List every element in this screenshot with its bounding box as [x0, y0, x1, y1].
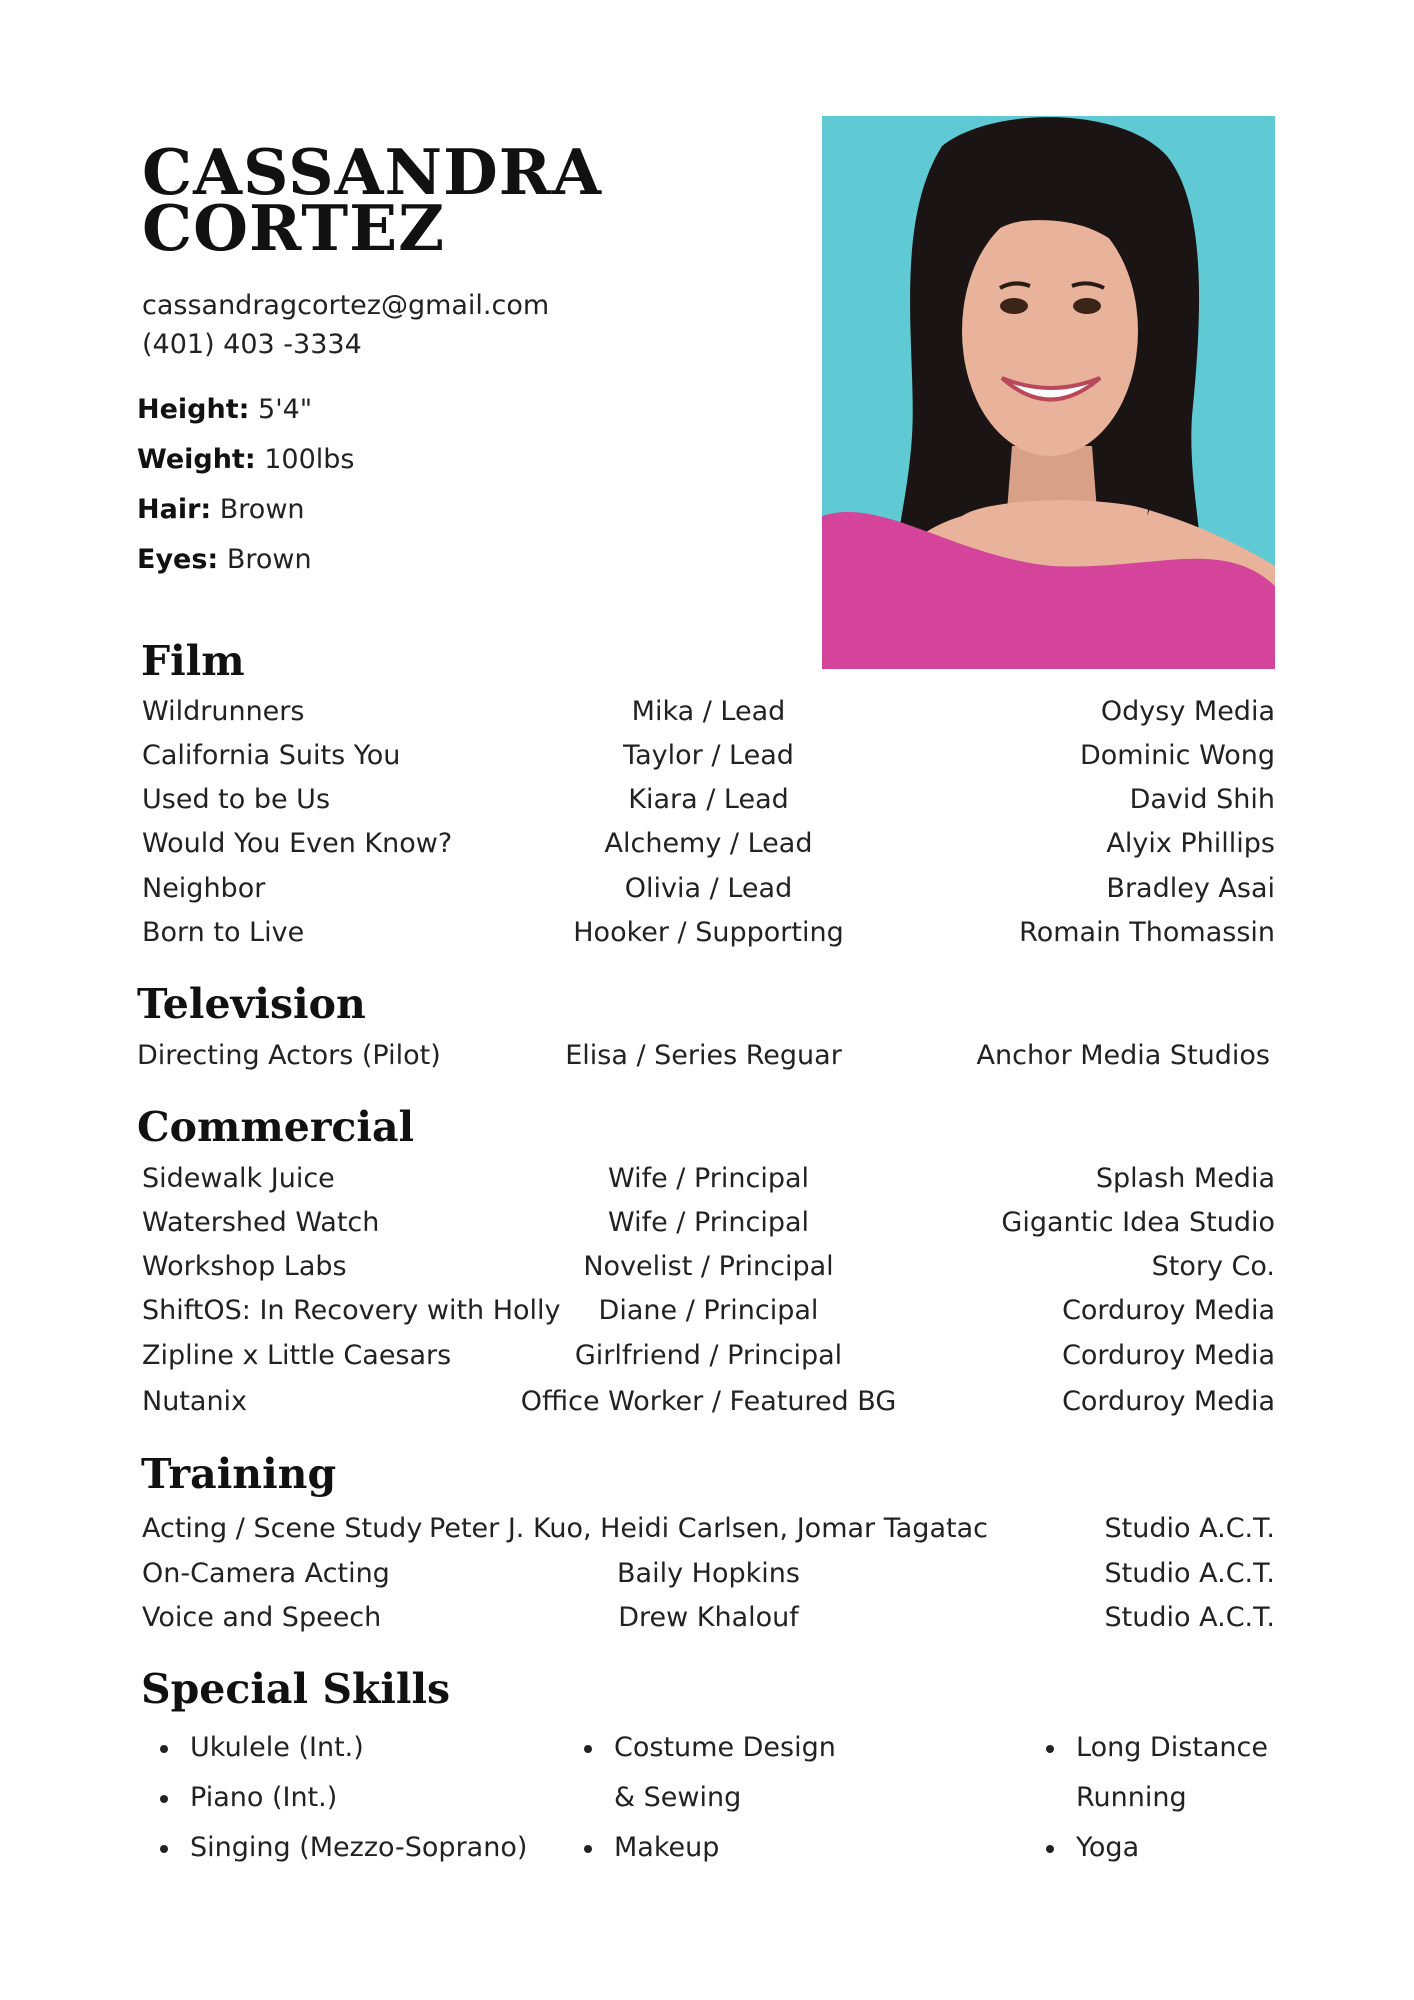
credit-company: Alyix Phillips — [1106, 828, 1275, 859]
headshot-illustration — [822, 116, 1275, 669]
credit-company: Splash Media — [1095, 1163, 1275, 1194]
credit-role: Elisa / Series Reguar — [565, 1040, 842, 1071]
skills-column-3 — [1028, 1723, 1268, 1873]
skill-item: Long Distance — [1028, 1723, 1268, 1773]
training-school: Studio A.C.T. — [1104, 1558, 1275, 1589]
credit-company: Corduroy Media — [1062, 1340, 1275, 1371]
stat-label: Hair: — [137, 494, 212, 525]
training-course: Voice and Speech — [142, 1602, 382, 1633]
skill-item: Ukulele (Int.) — [142, 1723, 527, 1773]
film-row — [142, 869, 1275, 909]
name-line-2: CORTEZ — [142, 191, 446, 265]
credit-company: Romain Thomassin — [1019, 917, 1275, 948]
training-school: Studio A.C.T. — [1104, 1513, 1275, 1544]
credit-role: Hooker / Supporting — [573, 917, 844, 948]
skills-column-1 — [142, 1723, 527, 1873]
stat-eyes — [137, 540, 354, 590]
credit-role: Olivia / Lead — [624, 873, 793, 904]
credit-title: Directing Actors (Pilot) — [137, 1040, 441, 1071]
skill-item: Makeup — [566, 1823, 836, 1873]
credit-title: California Suits You — [142, 740, 401, 771]
stat-label: Eyes: — [137, 544, 219, 575]
credit-company: David Shih — [1129, 784, 1275, 815]
credit-title: Neighbor — [142, 873, 266, 904]
stat-label: Weight: — [137, 444, 256, 475]
training-course: On-Camera Acting — [142, 1558, 390, 1589]
training-school: Studio A.C.T. — [1104, 1602, 1275, 1633]
credit-role: Kiara / Lead — [628, 784, 789, 815]
commercial-row — [142, 1247, 1275, 1287]
credit-company: Gigantic Idea Studio — [1001, 1207, 1275, 1238]
section-title-television: Television — [137, 980, 366, 1028]
credit-company: Bradley Asai — [1106, 873, 1275, 904]
headshot-photo — [822, 116, 1275, 669]
credit-role: Girlfriend / Principal — [574, 1340, 843, 1371]
credit-company: Anchor Media Studios — [976, 1040, 1270, 1071]
film-row — [142, 824, 1275, 864]
credit-company: Corduroy Media — [1062, 1386, 1275, 1417]
stat-height — [137, 390, 354, 440]
credit-title: Watershed Watch — [142, 1207, 380, 1238]
name-line-1: CASSANDRA — [142, 135, 602, 209]
credit-company: Dominic Wong — [1079, 740, 1275, 771]
commercial-row — [142, 1336, 1275, 1376]
skill-item-continuation: Running — [1076, 1782, 1187, 1813]
phone: (401) 403 -3334 — [142, 329, 362, 360]
section-title-commercial: Commercial — [137, 1103, 415, 1151]
training-row — [142, 1598, 1275, 1638]
credit-title: ShiftOS: In Recovery with Holly — [142, 1295, 561, 1326]
credit-company: Odysy Media — [1100, 696, 1275, 727]
credit-title: Used to be Us — [142, 784, 331, 815]
training-row — [142, 1509, 1275, 1549]
stat-value: 5'4" — [258, 394, 313, 425]
email: cassandragcortez@gmail.com — [142, 290, 550, 321]
commercial-row — [142, 1382, 1275, 1422]
commercial-row — [142, 1291, 1275, 1331]
credit-title: Would You Even Know? — [142, 828, 453, 859]
credit-role: Wife / Principal — [607, 1163, 810, 1194]
stat-value: Brown — [226, 544, 312, 575]
credit-role: Taylor / Lead — [623, 740, 794, 771]
commercial-row — [142, 1159, 1275, 1199]
stat-label: Height: — [137, 394, 250, 425]
skill-item: Piano (Int.) — [142, 1773, 527, 1823]
section-title-training: Training — [141, 1450, 337, 1498]
stat-value: Brown — [219, 494, 305, 525]
training-instructor: Peter J. Kuo, Heidi Carlsen, Jomar Tagatac — [429, 1513, 988, 1544]
film-row — [142, 692, 1275, 732]
credit-title: Nutanix — [142, 1386, 248, 1417]
actor-name — [142, 135, 602, 265]
credit-company: Corduroy Media — [1062, 1295, 1275, 1326]
physical-stats — [137, 390, 354, 590]
training-course: Acting / Scene Study — [142, 1513, 423, 1544]
training-instructor: Baily Hopkins — [617, 1558, 800, 1589]
stat-value: 100lbs — [264, 444, 355, 475]
stat-weight — [137, 440, 354, 490]
stat-hair — [137, 490, 354, 540]
contact-info — [142, 286, 549, 364]
section-title-special-skills: Special Skills — [141, 1665, 451, 1713]
credit-role: Wife / Principal — [607, 1207, 810, 1238]
skill-item: Yoga — [1028, 1823, 1268, 1873]
film-row — [142, 780, 1275, 820]
credit-role: Novelist / Principal — [583, 1251, 834, 1282]
training-instructor: Drew Khalouf — [618, 1602, 799, 1633]
commercial-row — [142, 1203, 1275, 1243]
credit-title: Sidewalk Juice — [142, 1163, 335, 1194]
skill-item: Costume Design — [566, 1723, 836, 1773]
credit-title: Workshop Labs — [142, 1251, 347, 1282]
credit-company: Story Co. — [1151, 1251, 1275, 1282]
skill-item: Singing (Mezzo-Soprano) — [142, 1823, 527, 1873]
credit-role: Alchemy / Lead — [604, 828, 813, 859]
training-row — [142, 1554, 1275, 1594]
credit-role: Diane / Principal — [598, 1295, 819, 1326]
credit-title: Wildrunners — [142, 696, 305, 727]
skills-column-2 — [566, 1723, 836, 1873]
film-row — [142, 736, 1275, 776]
section-title-film: Film — [141, 637, 245, 685]
credit-title: Born to Live — [142, 917, 305, 948]
credit-title: Zipline x Little Caesars — [142, 1340, 452, 1371]
credit-role: Office Worker / Featured BG — [520, 1386, 897, 1417]
television-row — [137, 1036, 1270, 1076]
skill-item-continuation: & Sewing — [614, 1782, 742, 1813]
film-row — [142, 913, 1275, 953]
credit-role: Mika / Lead — [631, 696, 786, 727]
